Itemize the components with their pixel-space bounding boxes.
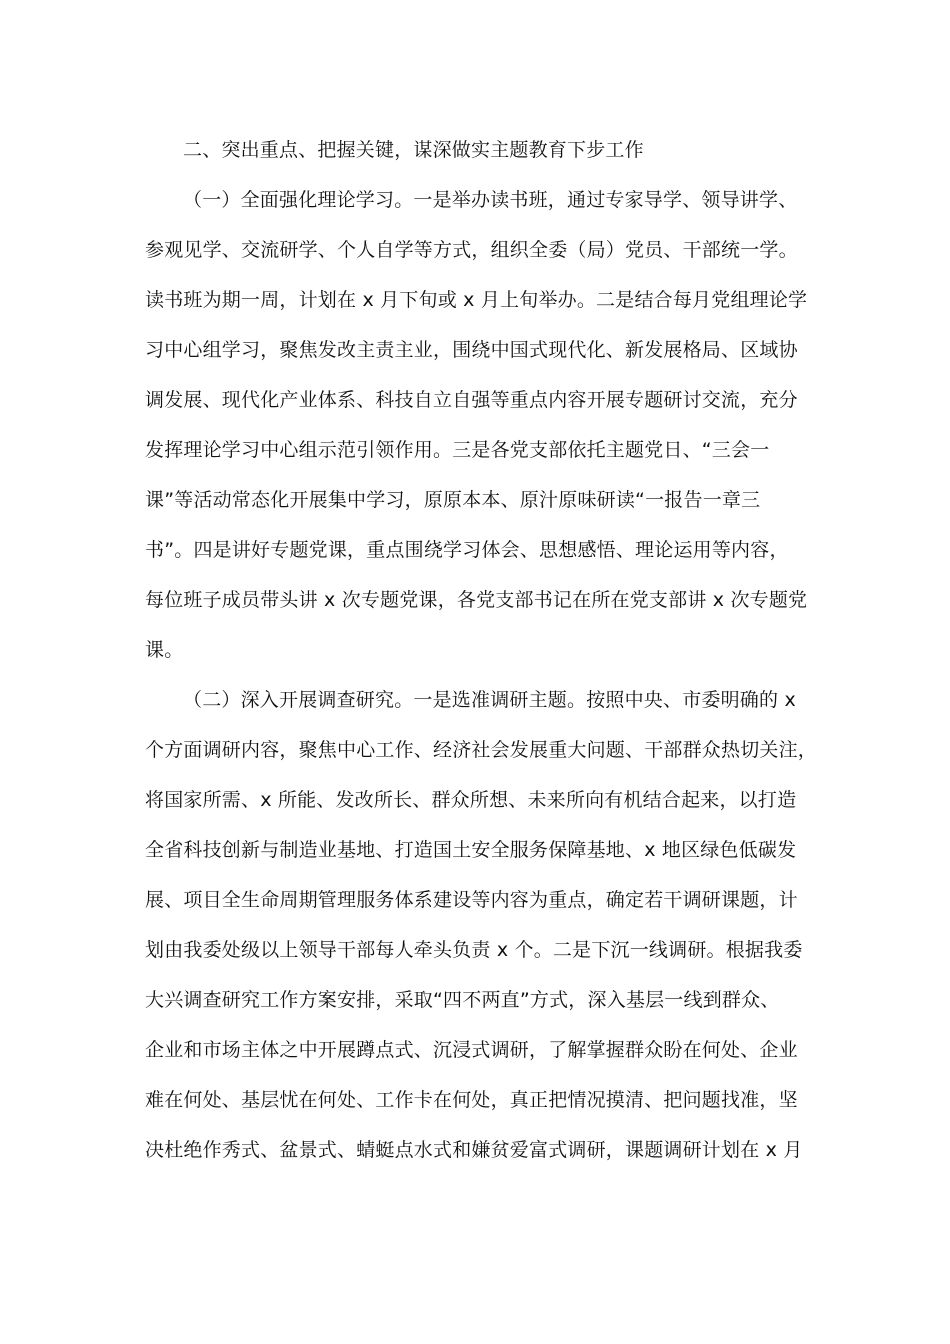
paragraph-line: 书”。四是讲好专题党课，重点围绕学习体会、思想感悟、理论运用等内容， [145,539,789,561]
paragraph-line: 读书班为期一周，计划在 x 月下旬或 x 月上旬举办。二是结合每月党组理论学 [145,289,808,311]
paragraph-line: 划由我委处级以上领导干部每人牵头负责 x 个。二是下沉一线调研。根据我委 [145,939,803,961]
paragraph-line: 课”等活动常态化开展集中学习，原原本本、原汁原味研读“一报告一章三 [145,489,761,511]
paragraph-line: （一）全面强化理论学习。一是举办读书班，通过专家导学、领导讲学、 [183,189,798,211]
paragraph-line: 每位班子成员带头讲 x 次专题党课，各党支部书记在所在党支部讲 x 次专题党 [145,589,808,611]
paragraph-line: 调发展、现代化产业体系、科技自立自强等重点内容开展专题研讨交流，充分 [145,389,798,411]
paragraph-line: 全省科技创新与制造业基地、打造国土安全服务保障基地、x 地区绿色低碳发 [145,839,797,861]
section-heading: 二、突出重点、把握关键，谋深做实主题教育下步工作 [183,139,644,161]
paragraph-line: 大兴调查研究工作方案安排，采取“四不两直”方式，深入基层一线到群众、 [145,989,780,1011]
paragraph-line: 参观见学、交流研学、个人自学等方式，组织全委（局）党员、干部统一学。 [145,239,798,261]
paragraph-line: 决杜绝作秀式、盆景式、蜻蜓点水式和嫌贫爱富式调研，课题调研计划在 x 月 [145,1139,803,1161]
paragraph-line: 难在何处、基层忧在何处、工作卡在何处，真正把情况摸清、把问题找准，坚 [145,1089,798,1111]
paragraph-line: （二）深入开展调查研究。一是选准调研主题。按照中央、市委明确的 x [183,689,796,711]
paragraph-line: 个方面调研内容，聚焦中心工作、经济社会发展重大问题、干部群众热切关注， [145,739,818,761]
paragraph-line: 将国家所需、x 所能、发改所长、群众所想、未来所向有机结合起来，以打造 [145,789,797,811]
paragraph-line: 习中心组学习，聚焦发改主责主业，围绕中国式现代化、新发展格局、区域协 [145,339,798,361]
paragraph-line: 课。 [145,639,184,661]
paragraph-line: 发挥理论学习中心组示范引领作用。三是各党支部依托主题党日、“三会一 [145,439,770,461]
paragraph-line: 企业和市场主体之中开展蹲点式、沉浸式调研，了解掌握群众盼在何处、企业 [145,1039,798,1061]
paragraph-line: 展、项目全生命周期管理服务体系建设等内容为重点，确定若干调研课题，计 [145,889,798,911]
